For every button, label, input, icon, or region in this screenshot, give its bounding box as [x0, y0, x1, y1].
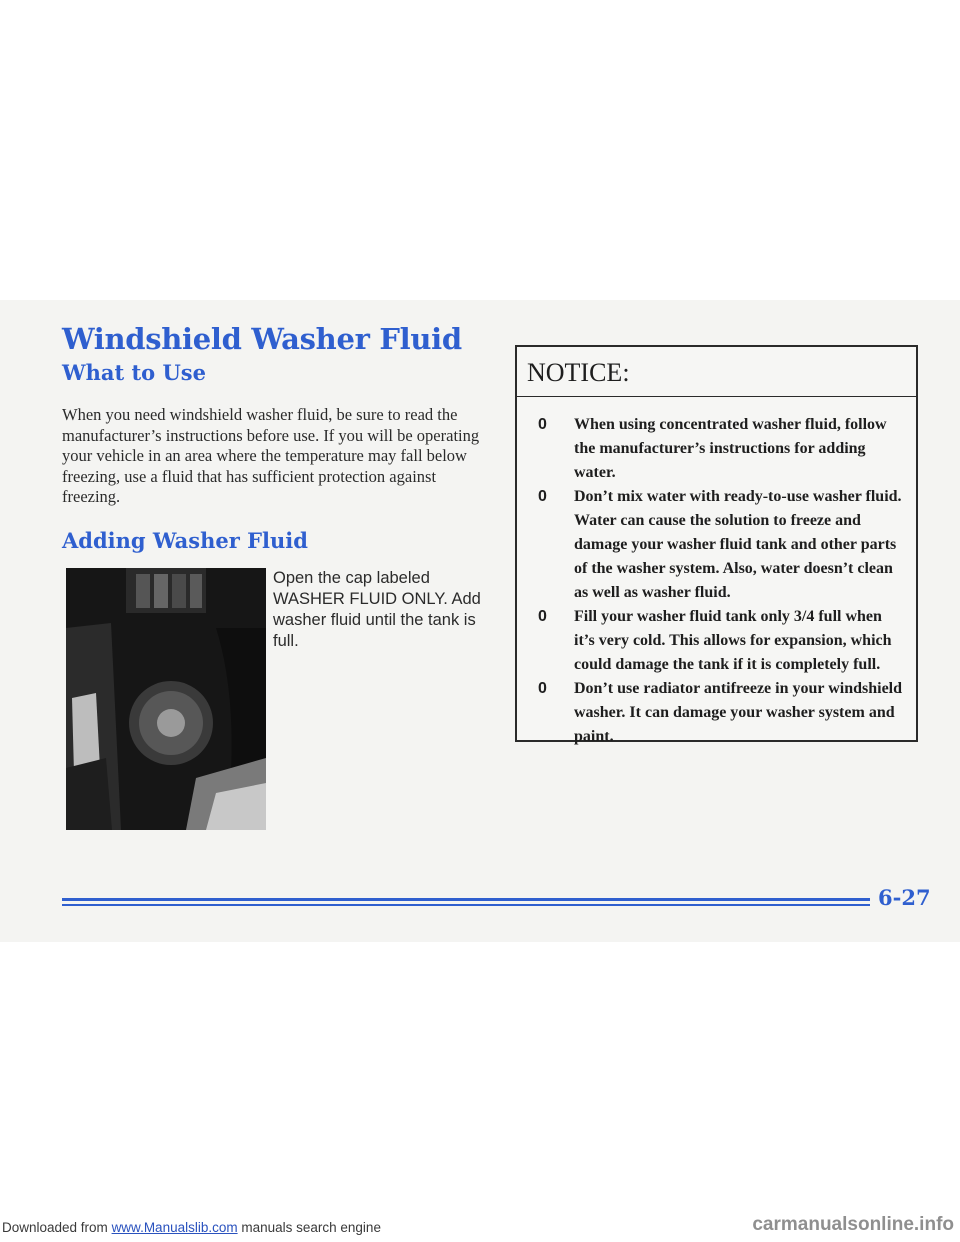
- section-heading-adding-washer-fluid: Adding Washer Fluid: [62, 528, 308, 553]
- notice-item: 0 Fill your washer fluid tank only 3/4 full when it’s very cold. This allows for expansion, which could damage the tank if it is completely full.: [538, 605, 902, 677]
- bullet-marker: 0: [538, 608, 547, 625]
- notice-item: 0 Don’t mix water with ready-to-use washer fluid. Water can cause the solution to freeze and damage your washer fluid tank and other parts of the washer system. Also, water doesn’t clean as well as washer fluid.: [538, 485, 902, 605]
- what-to-use-paragraph: When you need windshield washer fluid, be sure to read the manufacturer’s instructions before use. If you will be operating your vehicle in an area where the temperature may fall below freezing, use a fluid that has sufficient protection against freezing.: [62, 405, 480, 506]
- watermark: carmanualsonline.info: [752, 1214, 954, 1235]
- notice-list: [517, 397, 916, 749]
- notice-title: NOTICE:: [517, 347, 916, 397]
- adding-fluid-instructions: Open the cap labeled WASHER FLUID ONLY. Add washer fluid until the tank is full.: [273, 569, 481, 650]
- page-number: 6-27: [878, 885, 931, 910]
- bullet-marker: 0: [538, 416, 547, 433]
- notice-item: 0 When using concentrated washer fluid, follow the manufacturer’s instructions for adding water.: [538, 413, 902, 485]
- page-title: Windshield Washer Fluid: [62, 322, 462, 356]
- footer-rule-thick: [62, 898, 870, 901]
- bullet-marker: 0: [538, 680, 547, 697]
- manualslib-link[interactable]: www.Manualslib.com: [111, 1220, 238, 1235]
- notice-item: 0 Don’t use radiator antifreeze in your windshield washer. It can damage your washer system and paint.: [538, 677, 902, 749]
- bullet-marker: 0: [538, 488, 547, 505]
- washer-reservoir-photo: [66, 568, 266, 830]
- section-heading-what-to-use: What to Use: [62, 360, 206, 385]
- notice-box: [515, 345, 918, 745]
- footer-rule-thin: [62, 904, 870, 906]
- download-footer: Downloaded from www.Manualslib.com manuals search engine: [2, 1220, 381, 1235]
